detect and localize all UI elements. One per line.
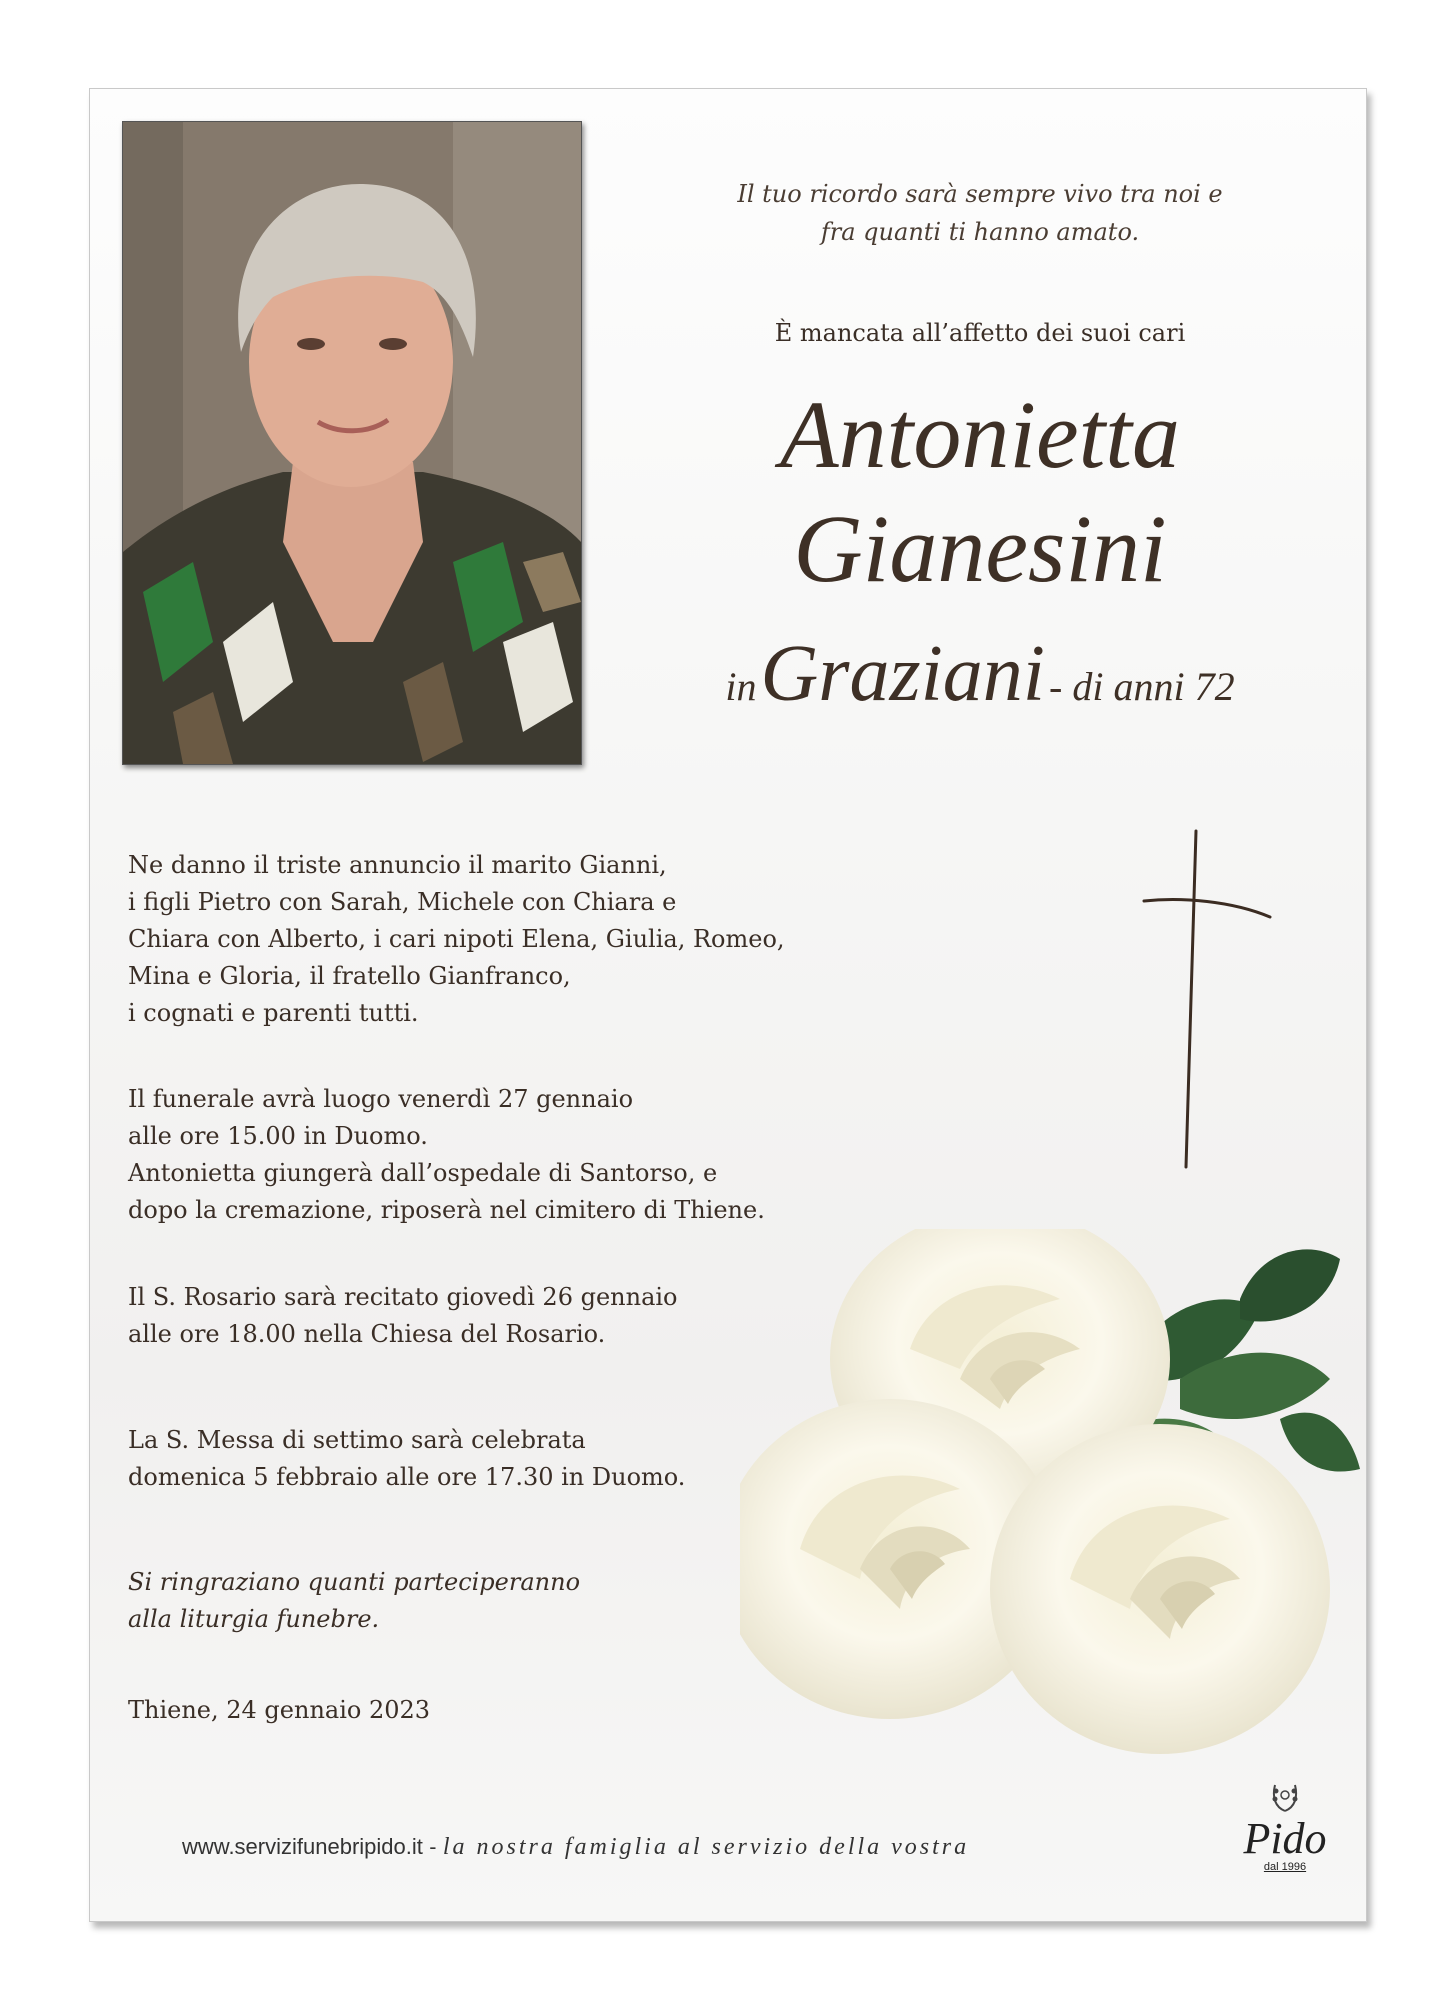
funeral-paragraph [128, 1081, 948, 1229]
epigraph-line-2: fra quanti ti hanno amato. [820, 218, 1140, 246]
family-line: Ne danno il triste annuncio il marito Gianni, [128, 851, 667, 879]
funeral-home-logo [1240, 1779, 1330, 1873]
logo-since: dal 1996 [1263, 1861, 1307, 1873]
funeral-line: alle ore 15.00 in Duomo. [128, 1122, 428, 1150]
thanks-line: Si ringraziano quanti parteciperanno [128, 1568, 581, 1596]
wreath-icon [1270, 1779, 1300, 1813]
family-line: i figli Pietro con Sarah, Michele con Chiara e [128, 888, 677, 916]
rosary-line: Il S. Rosario sarà recitato giovedì 26 gennaio [128, 1283, 678, 1311]
age-text: - di anni 72 [1049, 664, 1235, 709]
deceased-last-name: Gianesini [793, 495, 1167, 602]
announcement-intro: È mancata all’affetto dei suoi cari [774, 319, 1186, 347]
family-line: Chiara con Alberto, i cari nipoti Elena, Giulia, Romeo, [128, 925, 785, 953]
place-date: Thiene, 24 gennaio 2023 [128, 1696, 431, 1724]
deceased-first-name: Antonietta [780, 381, 1180, 488]
deceased-portrait-photo [122, 121, 582, 765]
portrait-illustration [123, 122, 581, 764]
mass-line: domenica 5 febbraio alle ore 17.30 in Duomo. [128, 1463, 686, 1491]
family-line: i cognati e parenti tutti. [128, 999, 419, 1027]
footer [182, 1834, 969, 1861]
thanks-line: alla liturgia funebre. [128, 1605, 380, 1633]
logo-brand: Pido [1243, 1814, 1327, 1863]
funeral-line: dopo la cremazione, riposerà nel cimitero di Thiene. [128, 1196, 765, 1224]
footer-tagline: la nostra famiglia al servizio della vostra [442, 1834, 970, 1860]
family-paragraph [128, 847, 948, 1032]
married-name: Graziani [760, 630, 1046, 718]
married-prefix: in [725, 664, 757, 709]
mass-line: La S. Messa di settimo sarà celebrata [128, 1426, 586, 1454]
funeral-line: Antonietta giungerà dall’ospedale di Santorso, e [128, 1159, 718, 1187]
white-roses-image [740, 1229, 1366, 1789]
epigraph [610, 175, 1350, 251]
footer-separator: - [422, 1835, 443, 1859]
family-line: Mina e Gloria, il fratello Gianfranco, [128, 962, 571, 990]
epigraph-line-1: Il tuo ricordo sarà sempre vivo tra noi e [737, 180, 1223, 208]
obituary-sheet [89, 88, 1367, 1922]
married-name-line [610, 629, 1350, 720]
rosary-line: alle ore 18.00 nella Chiesa del Rosario. [128, 1320, 606, 1348]
cross-icon [1142, 829, 1272, 1169]
website-link[interactable]: www.servizifunebripido.it [182, 1834, 423, 1859]
funeral-line: Il funerale avrà luogo venerdì 27 gennaio [128, 1085, 634, 1113]
